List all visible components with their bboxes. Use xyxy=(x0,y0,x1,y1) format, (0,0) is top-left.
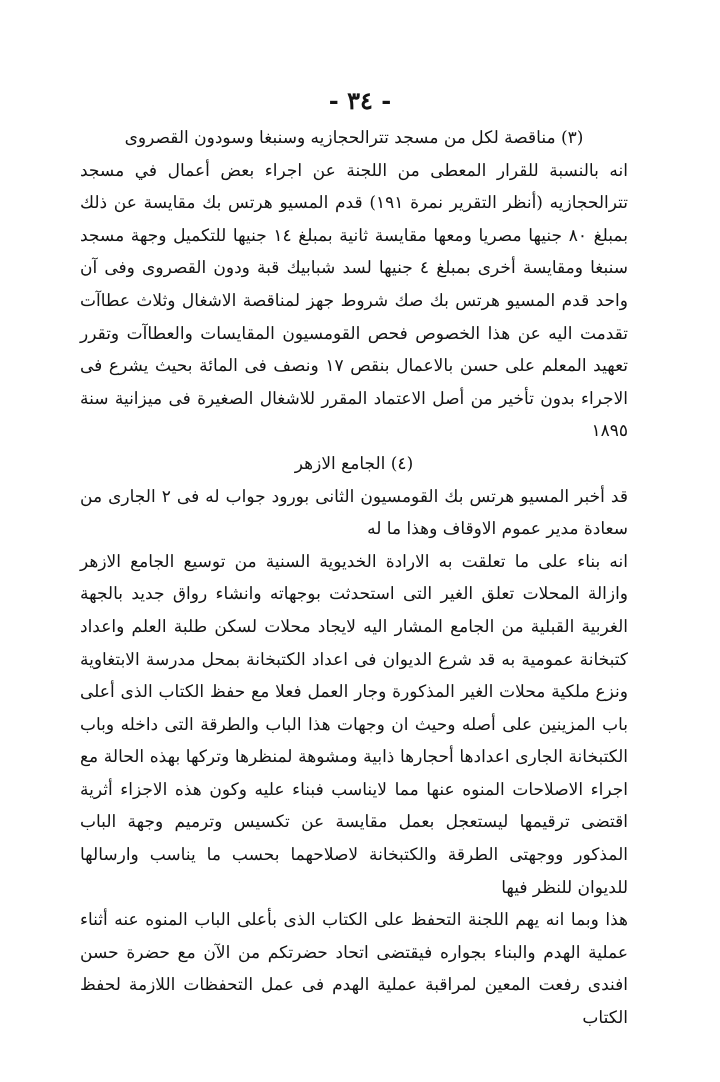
section-4-heading: (٤) الجامع الازهر xyxy=(294,453,414,474)
section-3-paragraph: انه بالنسبة للقرار المعطى من اللجنة عن اجراء بعض أعمال في مسجد تترالحجازيه (أنظر التقرير نمرة ١٩١) قدم المسيو هرتس بك مقايسة عن ذلك بمبلغ ٨٠ جنيها مصريا ومعها مقايسة ثانية بمبلغ ١٤ جنيها للتكميل وجهة مسجد سنبغا ومقايسة أخرى بمبلغ ٤ جنيها لسد شبابيك قبة ودون القصروى وفى آن واحد قدم المسيو هرتس بك صك شروط جهز لمناقصة الاشغال وثلاث عطاآت تقدمت اليه عن هذا الخصوص فحص القومسيون المقايسات والعطاآت وتقرر تعهيد المعلم على حسن بالاعمال بنقص ١٧ ونصف فى المائة بحيث يشرع فى الاجراء بدون تأخير من أصل الاعتماد المقرر للاشغال الصغيرة فى ميزانية سنة ١٨٩٥ xyxy=(80,160,629,442)
page-number: - ٣٤ - xyxy=(328,86,392,115)
section-3-heading: (٣) مناقصة لكل من مسجد تترالحجازيه وسنبغا وسودون القصروى xyxy=(124,128,584,148)
section-4-paragraph-1: انه بناء على ما تعلقت به الارادة الخديوية السنية من توسيع الجامع الازهر وازالة المحلات تعلق الغير التى استحدثت بوجهاته وانشاء رواق جديد بالجهة الغربية القبلية من الجامع المشار اليه لايجاد محلات لسكن طلبة العلم واعداد كتبخانة عمومية به قد شرع الديوان فى اعداد الكتبخانة بمحل مدرسة الابتغاوية ونزع ملكية محلات الغير المذكورة وجار العمل فعلا مع حفظ الكتاب الذى أعلى باب المزينين على أصله وحيث ان وجهات هذا الباب والطرقة التى داخله وباب الكتبخانة الجارى اعدادها أحجارها ذابية ومشوهة لمنظرها وتركها بهذه الحالة مع اجراء الاصلاحات المنوه عنها مما لايناسب فبناء عليه وكون هذه الاجزاء أثرية اقتضى ترقيمها ليستعجل بعمل مقايسة عن تكسيس وترميم وجهة الباب المذكور ووجهتى الطرقة والكتبخانة لاصلاحهما بحسب ما يناسب وارسالها للديوان للنظر فيها xyxy=(80,551,628,898)
page-body xyxy=(80,84,628,1035)
section-4 xyxy=(80,448,628,1035)
section-3 xyxy=(80,122,628,448)
section-4-paragraph-2: هذا وبما انه يهم اللجنة التحفظ على الكتاب الذى بأعلى الباب المنوه عنه أثناء عملية الهدم والبناء بجواره فيقتضى اتحاد حضرتكم من الآن مع حضرة حسن افندى رفعت المعين لمراقبة عملية الهدم فى عمل التحفظات اللازمة لحفظ الكتاب xyxy=(80,910,628,1029)
section-4-intro: قد أخبر المسيو هرتس بك القومسيون الثانى بورود جواب له فى ٢ الجارى من سعادة مدير عموم الاوقاف وهذا ما له xyxy=(80,486,628,540)
